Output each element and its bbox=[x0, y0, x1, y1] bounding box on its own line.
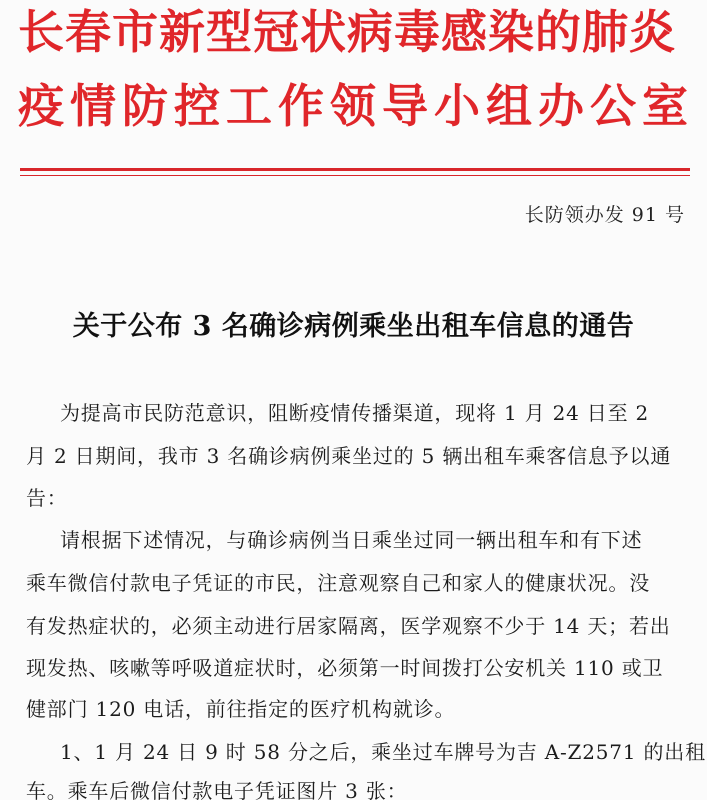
paragraph-3-line-2: 车。乘车后微信付款电子凭证图片 3 张： bbox=[26, 779, 408, 803]
paragraph-1-line-1: 为提高市民防范意识，阻断疫情传播渠道，现将 1 月 24 日至 2 bbox=[60, 401, 650, 425]
paragraph-2-line-3: 有发热症状的，必须主动进行居家隔离，医学观察不少于 14 天；若出 bbox=[26, 614, 671, 638]
paragraph-2-line-5: 健部门 120 电话，前往指定的医疗机构就诊。 bbox=[26, 697, 456, 721]
paragraph-1-line-2: 月 2 日期间，我市 3 名确诊病例乘坐过的 5 辆出租车乘客信息予以通 bbox=[26, 444, 672, 468]
paragraph-2-line-1: 请根据下述情况，与确诊病例当日乘坐过同一辆出租车和有下述 bbox=[60, 528, 643, 552]
notice-title: 关于公布 3 名确诊病例乘坐出租车信息的通告 bbox=[72, 311, 635, 342]
paragraph-2-line-4: 现发热、咳嗽等呼吸道症状时，必须第一时间拨打公安机关 110 或卫 bbox=[26, 656, 664, 680]
paragraph-2-line-2: 乘车微信付款电子凭证的市民，注意观察自己和家人的健康状况。没 bbox=[26, 571, 650, 595]
document-number: 长防领办发 91 号 bbox=[524, 204, 685, 226]
red-divider-thick bbox=[20, 168, 690, 171]
paragraph-3-line-1: 1、1 月 24 日 9 时 58 分之后，乘坐过车牌号为吉 A-Z2571 的出租 bbox=[60, 740, 706, 764]
issuer-title-line-2: 疫情防控工作领导小组办公室 bbox=[18, 79, 694, 133]
issuer-title-line-1: 长春市新型冠状病毒感染的肺炎 bbox=[18, 5, 676, 59]
red-divider-thin bbox=[20, 175, 690, 176]
paragraph-1-line-3: 告： bbox=[26, 486, 68, 510]
